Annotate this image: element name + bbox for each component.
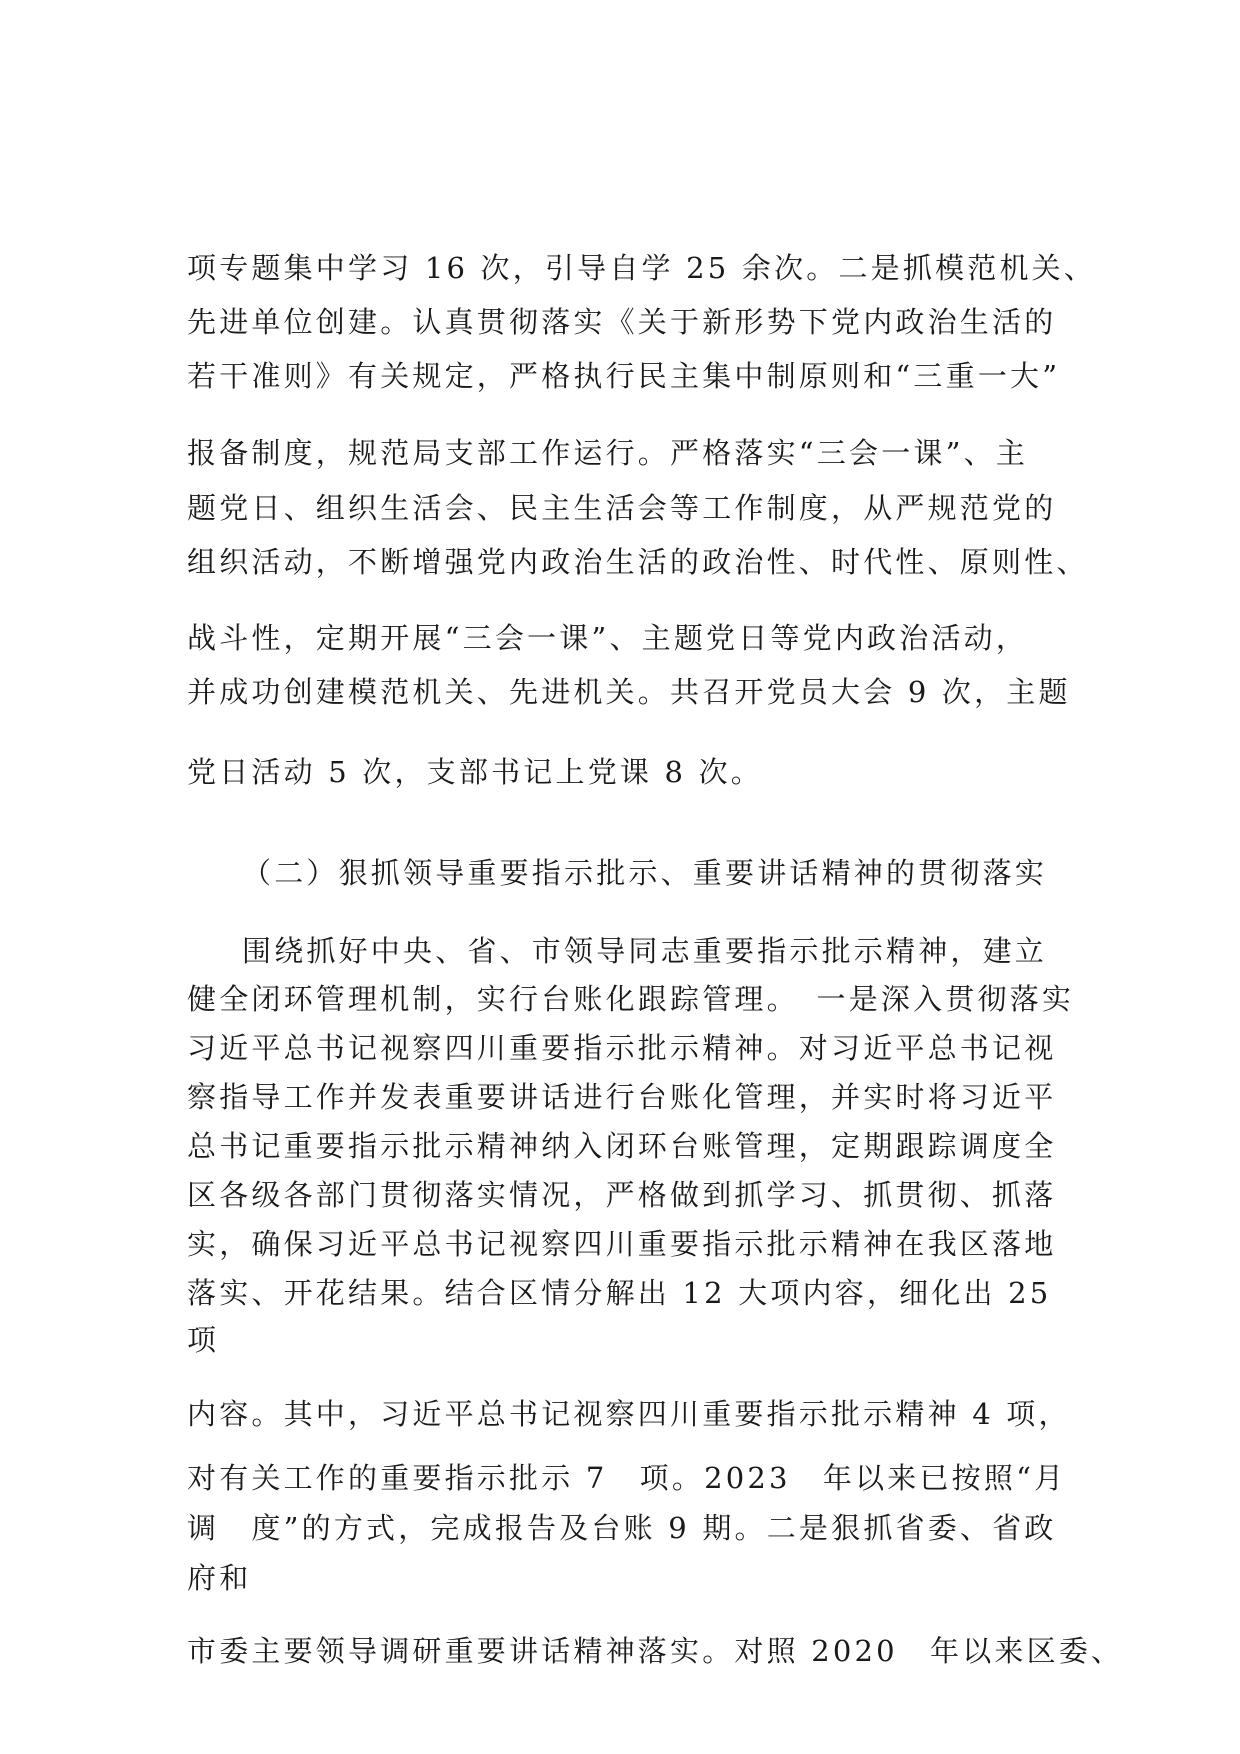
paragraph-line: 题党日、组织生活会、民主生活会等工作制度，从严规范党的 — [187, 491, 1057, 525]
paragraph-line: 调 度”的方式，完成报告及台账 9 期。二是狠抓省委、省政 — [187, 1511, 1057, 1545]
paragraph-line: 项 — [187, 1323, 220, 1357]
paragraph-line: 组织活动，不断增强党内政治生活的政治性、时代性、原则性、 — [187, 545, 1089, 579]
paragraph-line: 内容。其中，习近平总书记视察四川重要指示批示精神 4 项， — [187, 1397, 1071, 1431]
paragraph-line: 对有关工作的重要指示批示 7 项。2023 年以来已按照“月 — [187, 1461, 1067, 1495]
paragraph-line: 围绕抓好中央、省、市领导同志重要指示批示精神，建立 — [242, 934, 1048, 968]
paragraph-line: 党日活动 5 次，支部书记上党课 8 次。 — [187, 755, 763, 789]
paragraph-line: 区各级各部门贯彻落实情况，严格做到抓学习、抓贯彻、抓落 — [187, 1178, 1057, 1212]
paragraph-line: 市委主要领导调研重要讲话精神落实。对照 2020 年以来区委、 — [187, 1634, 1124, 1668]
paragraph-line: 落实、开花结果。结合区情分解出 12 大项内容，细化出 25 — [187, 1276, 1052, 1310]
paragraph-line: 并成功创建模范机关、先进机关。共召开党员大会 9 次，主题 — [187, 675, 1071, 709]
section-heading: （二）狠抓领导重要指示批示、重要讲话精神的贯彻落实 — [242, 856, 1048, 890]
paragraph-line: 先进单位创建。认真贯彻落实《关于新形势下党内政治生活的 — [187, 305, 1057, 339]
paragraph-line: 府和 — [187, 1561, 252, 1595]
paragraph-line: 报备制度，规范局支部工作运行。严格落实“三会一课”、主 — [187, 436, 1029, 470]
paragraph-line: 实，确保习近平总书记视察四川重要指示批示精神在我区落地 — [187, 1227, 1057, 1261]
paragraph-line: 若干准则》有关规定，严格执行民主集中制原则和“三重一大” — [187, 359, 1061, 393]
paragraph-line: 健全闭环管理机制，实行台账化跟踪管理。 一是深入贯彻落实 — [187, 982, 1075, 1016]
paragraph-line: 项专题集中学习 16 次，引导自学 25 余次。二是抓模范机关、 — [187, 251, 1097, 285]
paragraph-line: 习近平总书记视察四川重要指示批示精神。对习近平总书记视 — [187, 1031, 1057, 1065]
paragraph-line: 战斗性，定期开展“三会一课”、主题党日等党内政治活动， — [187, 621, 1029, 655]
paragraph-line: 察指导工作并发表重要讲话进行台账化管理，并实时将习近平 — [187, 1080, 1057, 1114]
paragraph-line: 总书记重要指示批示精神纳入闭环台账管理，定期跟踪调度全 — [187, 1129, 1057, 1163]
